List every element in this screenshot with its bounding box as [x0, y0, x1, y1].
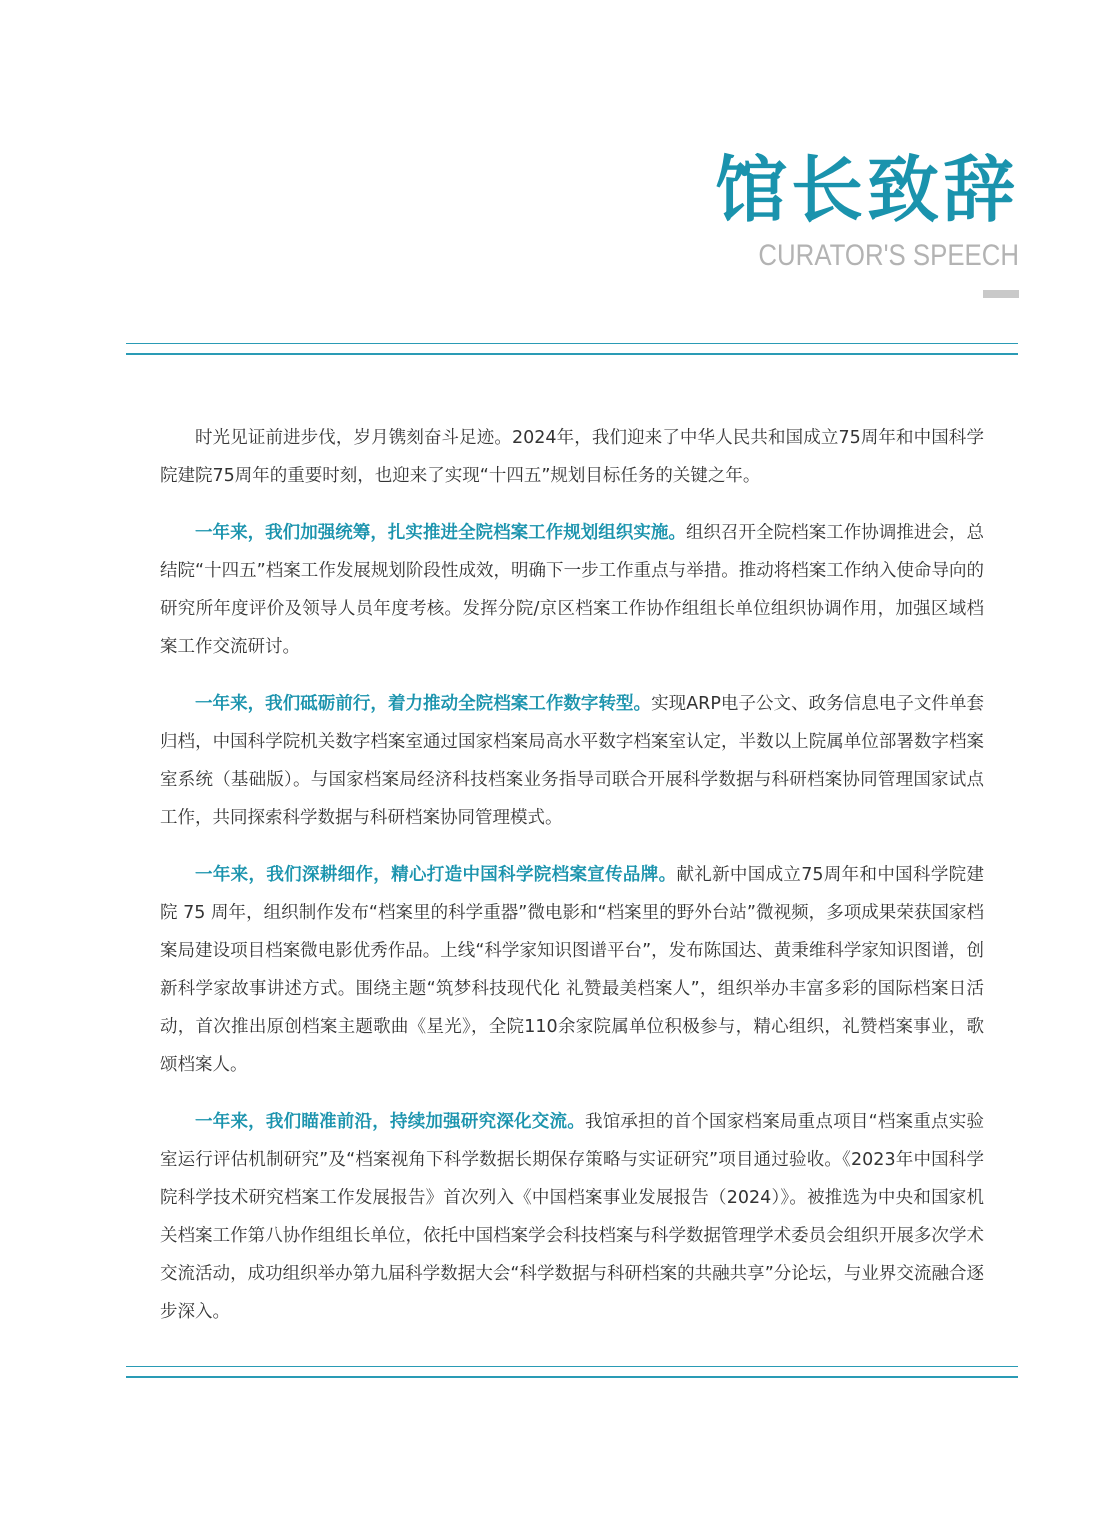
paragraph-brand [160, 856, 984, 1084]
paragraph-lead: 一年来，我们加强统筹，扎实推进全院档案工作规划组织实施。 [195, 523, 686, 543]
title-accent-bar [983, 290, 1019, 298]
paragraph-text: 组织召开全院档案工作协调推进会，总结院“十四五”档案工作发展规划阶段性成效，明确下一步工作重点与举措。推动将档案工作纳入使命导向的研究所年度评价及领导人员年度考核。发挥分院/京区档案工作协作组组长单位组织协调作用，加强区域档案工作交流研讨。 [160, 523, 984, 657]
paragraph-lead: 一年来，我们砥砺前行，着力推动全院档案工作数字转型。 [195, 694, 652, 714]
paragraph-research [160, 1103, 984, 1331]
top-divider-thick [126, 353, 1018, 355]
paragraph-digital [160, 685, 984, 837]
paragraph-text: 献礼新中国成立75周年和中国科学院建院 75 周年，组织制作发布“档案里的科学重器”微电影和“档案里的野外台站”微视频，多项成果荣获国家档案局建设项目档案微电影优秀作品。上线“科学家知识图谱平台”，发布陈国达、黄秉维科学家知识图谱，创新科学家故事讲述方式。围绕主题“筑梦科技现代化 礼赞最美档案人”，组织举办丰富多彩的国际档案日活动，首次推出原创档案主题歌曲《星光》，全院110余家院属单位积极参与，精心组织，礼赞档案事业，歌颂档案人。 [160, 865, 984, 1075]
paragraph-text: 时光见证前进步伐，岁月镌刻奋斗足迹。2024年，我们迎来了中华人民共和国成立75周年和中国科学院建院75周年的重要时刻，也迎来了实现“十四五”规划目标任务的关键之年。 [160, 428, 984, 486]
paragraph-planning [160, 514, 984, 666]
paragraph-lead: 一年来，我们深耕细作，精心打造中国科学院档案宣传品牌。 [195, 865, 677, 885]
page-title: 馆长致辞 [714, 148, 1019, 232]
page-subtitle: CURATOR'S SPEECH [758, 239, 1019, 272]
speech-body [160, 419, 984, 1350]
paragraph-text: 我馆承担的首个国家档案局重点项目“档案重点实验室运行评估机制研究”及“档案视角下科学数据长期保存策略与实证研究”项目通过验收。《2023年中国科学院科学技术研究档案工作发展报告》首次列入《中国档案事业发展报告（2024）》。被推选为中央和国家机关档案工作第八协作组组长单位，依托中国档案学会科技档案与科学数据管理学术委员会组织开展多次学术交流活动，成功组织举办第九届科学数据大会“科学数据与科研档案的共融共享”分论坛，与业界交流融合逐步深入。 [160, 1112, 984, 1322]
top-divider-thin [126, 343, 1018, 344]
paragraph-lead: 一年来，我们瞄准前沿，持续加强研究深化交流。 [195, 1112, 585, 1132]
bottom-divider-thin [126, 1366, 1018, 1367]
paragraph-intro [160, 419, 984, 495]
paragraph-text: 实现ARP电子公文、政务信息电子文件单套归档，中国科学院机关数字档案室通过国家档案局高水平数字档案室认定，半数以上院属单位部署数字档案室系统（基础版）。与国家档案局经济科技档案业务指导司联合开展科学数据与科研档案协同管理国家试点工作，共同探索科学数据与科研档案协同管理模式。 [160, 694, 985, 828]
bottom-divider-thick [126, 1376, 1018, 1378]
